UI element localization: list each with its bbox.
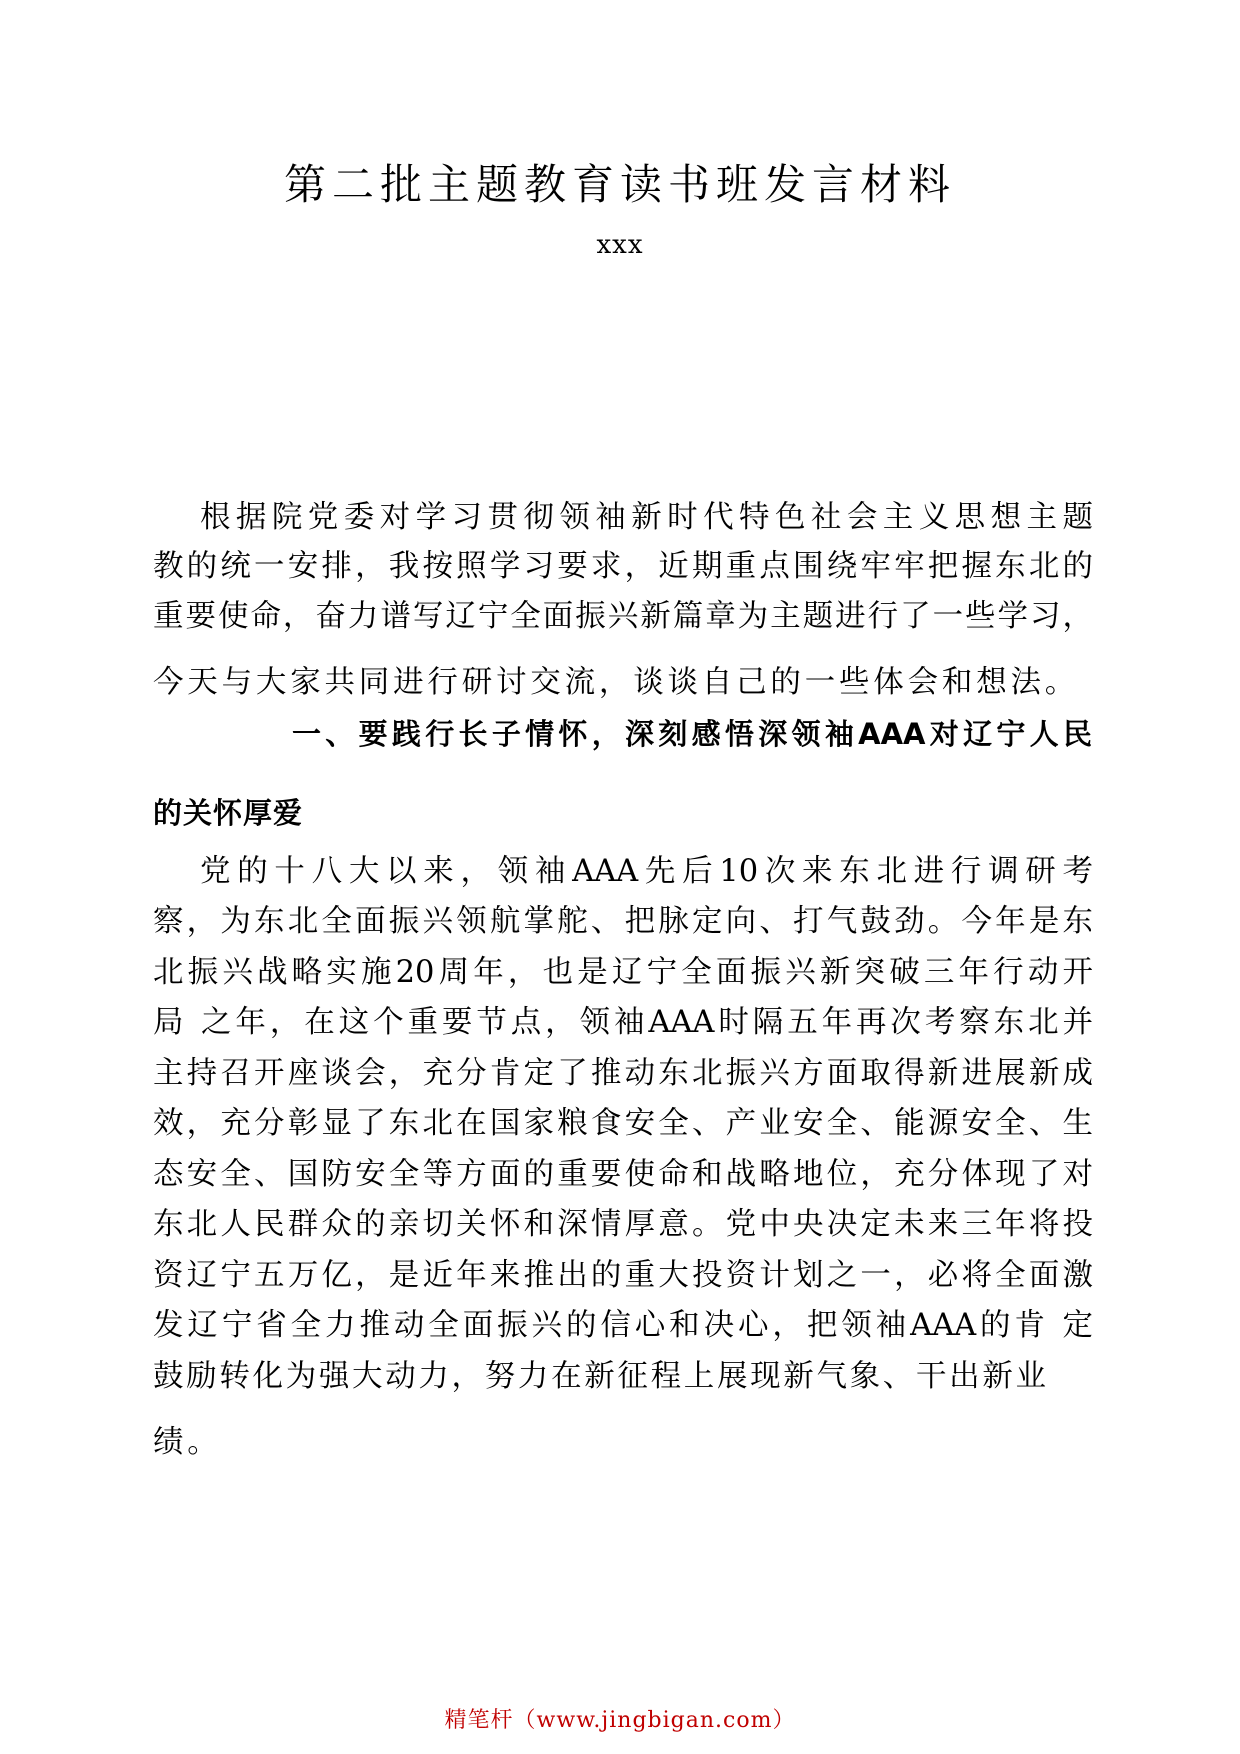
footer-watermark: 精笔杆（www.jingbigan.com） — [444, 1708, 796, 1733]
intro-line-4: 今天与大家共同进行研讨交流，谈谈自己的一些体会和想法。 — [153, 665, 1080, 700]
section-line-12: 绩。 — [153, 1425, 222, 1460]
section-line-2: 察，为东北全面振兴领航掌舵、把脉定向、打气鼓劲。今年是东 — [153, 904, 1093, 939]
section-line-4: 局 之年，在这个重要节点，领袖AAA时隔五年再次考察东北并 — [153, 1005, 1093, 1040]
section-heading-line-2: 的关怀厚爱 — [153, 796, 304, 830]
section-heading-line-1: 一、要践行长子情怀，深刻感悟深领袖AAA对辽宁人民 — [292, 717, 1092, 751]
section-line-1: 党的十八大以来，领袖AAA先后10次来东北进行调研考 — [200, 854, 1093, 889]
section-line-11: 鼓励转化为强大动力，努力在新征程上展现新气象、干出新业 — [153, 1359, 1046, 1394]
section-line-5: 主持召开座谈会，充分肯定了推动东北振兴方面取得新进展新成 — [153, 1056, 1093, 1091]
document-title: 第二批主题教育读书班发言材料 — [283, 160, 956, 209]
section-line-8: 东北人民群众的亲切关怀和深情厚意。党中央决定未来三年将投 — [153, 1207, 1093, 1242]
section-line-9: 资辽宁五万亿，是近年来推出的重大投资计划之一，必将全面激 — [153, 1258, 1093, 1293]
section-line-10: 发辽宁省全力推动全面振兴的信心和决心，把领袖AAA的肯 定 — [153, 1308, 1093, 1343]
section-line-3: 北振兴战略实施20周年，也是辽宁全面振兴新突破三年行动开 — [153, 955, 1093, 990]
intro-line-3: 重要使命，奋力谱写辽宁全面振兴新篇章为主题进行了一些学习， — [153, 599, 1093, 634]
intro-line-2: 教的统一安排，我按照学习要求，近期重点围绕牢牢把握东北的 — [153, 549, 1093, 584]
intro-line-1: 根据院党委对学习贯彻领袖新时代特色社会主义思想主题 — [200, 500, 1093, 535]
section-line-6: 效，充分彰显了东北在国家粮食安全、产业安全、能源安全、生 — [153, 1106, 1093, 1141]
document-author: xxx — [596, 230, 644, 260]
section-line-7: 态安全、国防安全等方面的重要使命和战略地位，充分体现了对 — [153, 1157, 1093, 1192]
